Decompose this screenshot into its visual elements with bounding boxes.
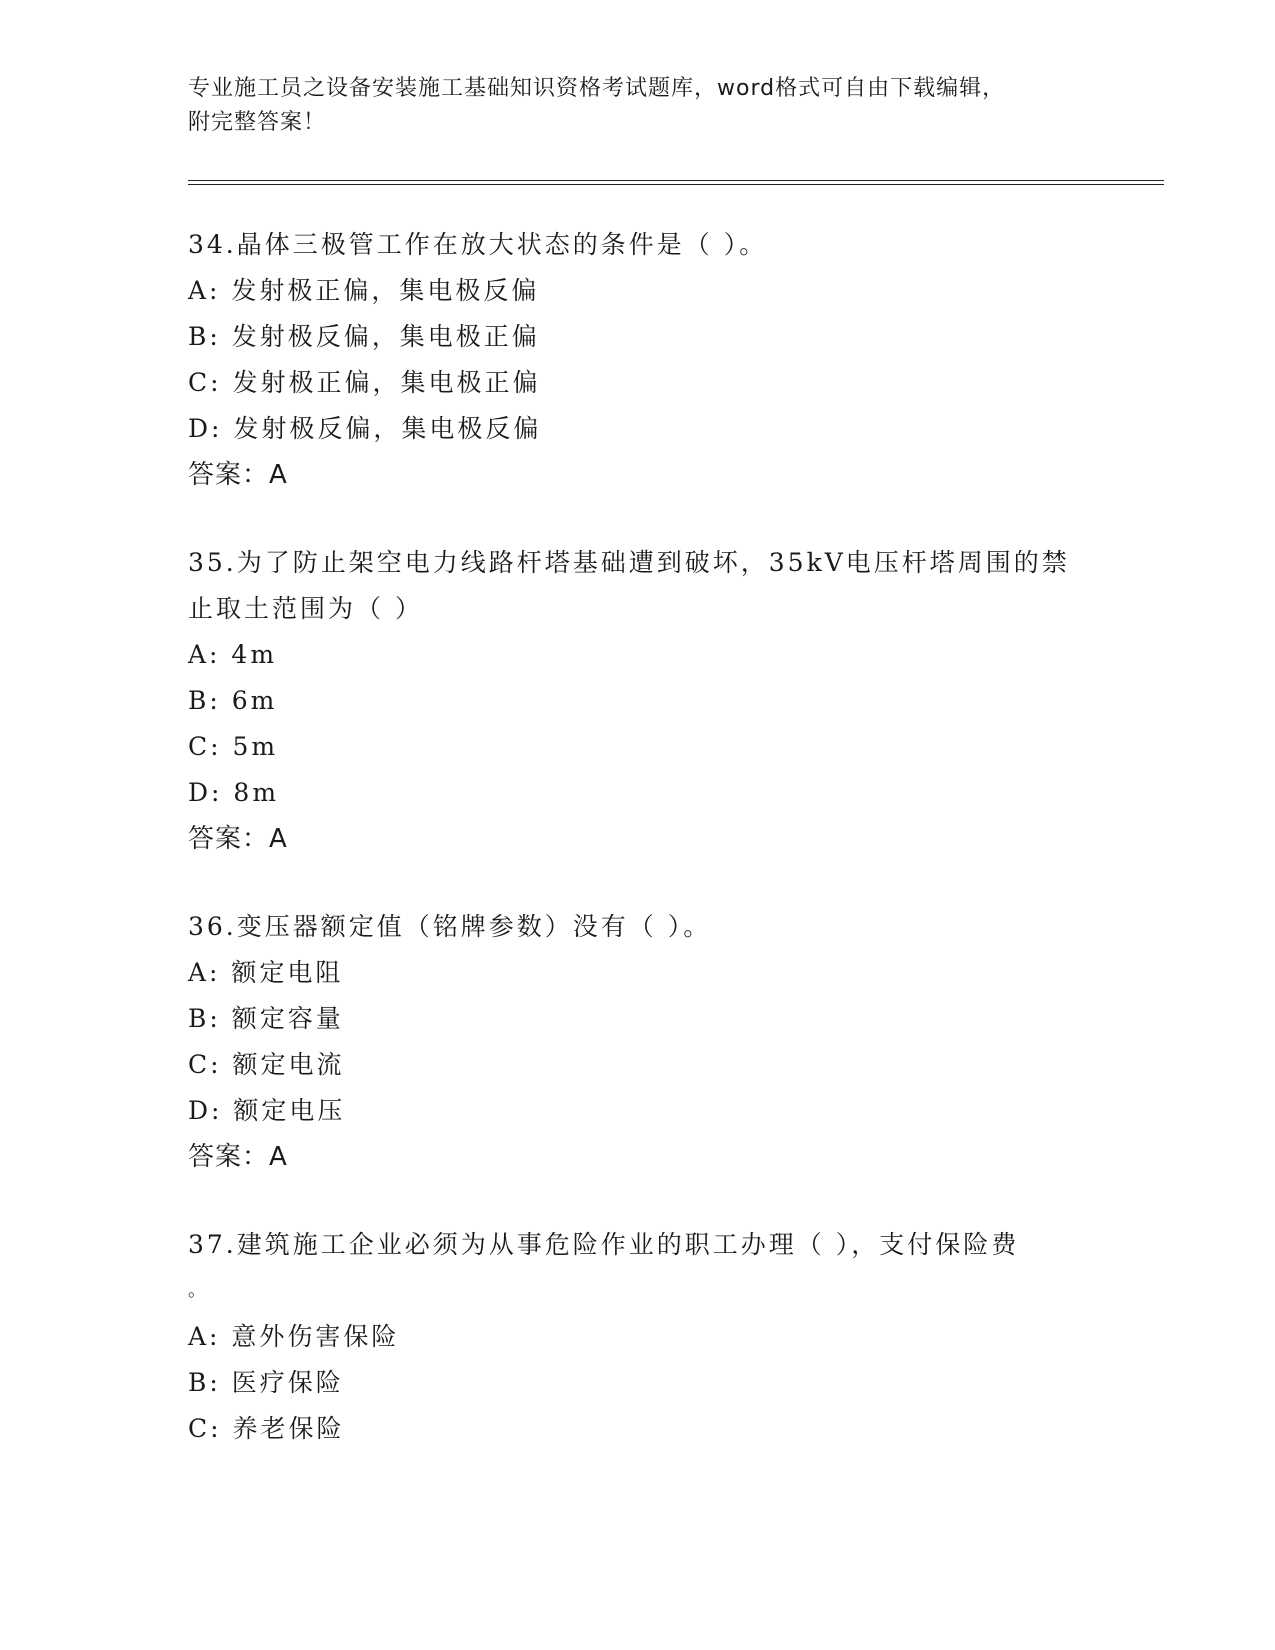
header-line-2: 附完整答案！ — [188, 110, 327, 135]
answer: 答案：A — [188, 824, 288, 854]
option-b: B: 发射极反偏，集电极正偏 — [188, 322, 540, 351]
option-a: A: 意外伤害保险 — [188, 1322, 400, 1351]
question-35 — [188, 540, 1148, 862]
option-c: C: 养老保险 — [188, 1414, 345, 1443]
question-34 — [188, 222, 1148, 498]
option-d: D: 额定电压 — [188, 1096, 346, 1125]
option-b: B: 6m — [188, 686, 278, 715]
option-d: D: 发射极反偏，集电极反偏 — [188, 414, 542, 443]
question-text-continued: 止取土范围为（ ） — [188, 594, 423, 623]
question-text-continued: 。 — [188, 1280, 209, 1301]
option-b: B: 额定容量 — [188, 1004, 344, 1033]
option-c: C: 发射极正偏，集电极正偏 — [188, 368, 541, 397]
option-a: A: 发射极正偏，集电极反偏 — [188, 276, 540, 305]
question-text: 36.变压器额定值（铭牌参数）没有（ ）。 — [188, 912, 712, 941]
question-text: 34.晶体三极管工作在放大状态的条件是（ ）。 — [188, 230, 768, 259]
question-text: 37.建筑施工企业必须为从事危险作业的职工办理（ ），支付保险费 — [188, 1230, 1020, 1259]
answer: 答案：A — [188, 1142, 288, 1172]
option-a: A: 额定电阻 — [188, 958, 344, 987]
option-c: C: 5m — [188, 732, 279, 761]
question-37 — [188, 1222, 1148, 1452]
question-text: 35.为了防止架空电力线路杆塔基础遭到破坏，35kV电压杆塔周围的禁 — [188, 548, 1070, 577]
question-36 — [188, 904, 1148, 1180]
option-c: C: 额定电流 — [188, 1050, 345, 1079]
header-line-1: 专业施工员之设备安装施工基础知识资格考试题库，word格式可自由下载编辑， — [188, 76, 1006, 101]
header-divider — [188, 180, 1164, 185]
option-a: A: 4m — [188, 640, 278, 669]
option-b: B: 医疗保险 — [188, 1368, 344, 1397]
document-header — [188, 72, 1088, 140]
answer: 答案：A — [188, 460, 288, 490]
option-d: D: 8m — [188, 778, 280, 807]
